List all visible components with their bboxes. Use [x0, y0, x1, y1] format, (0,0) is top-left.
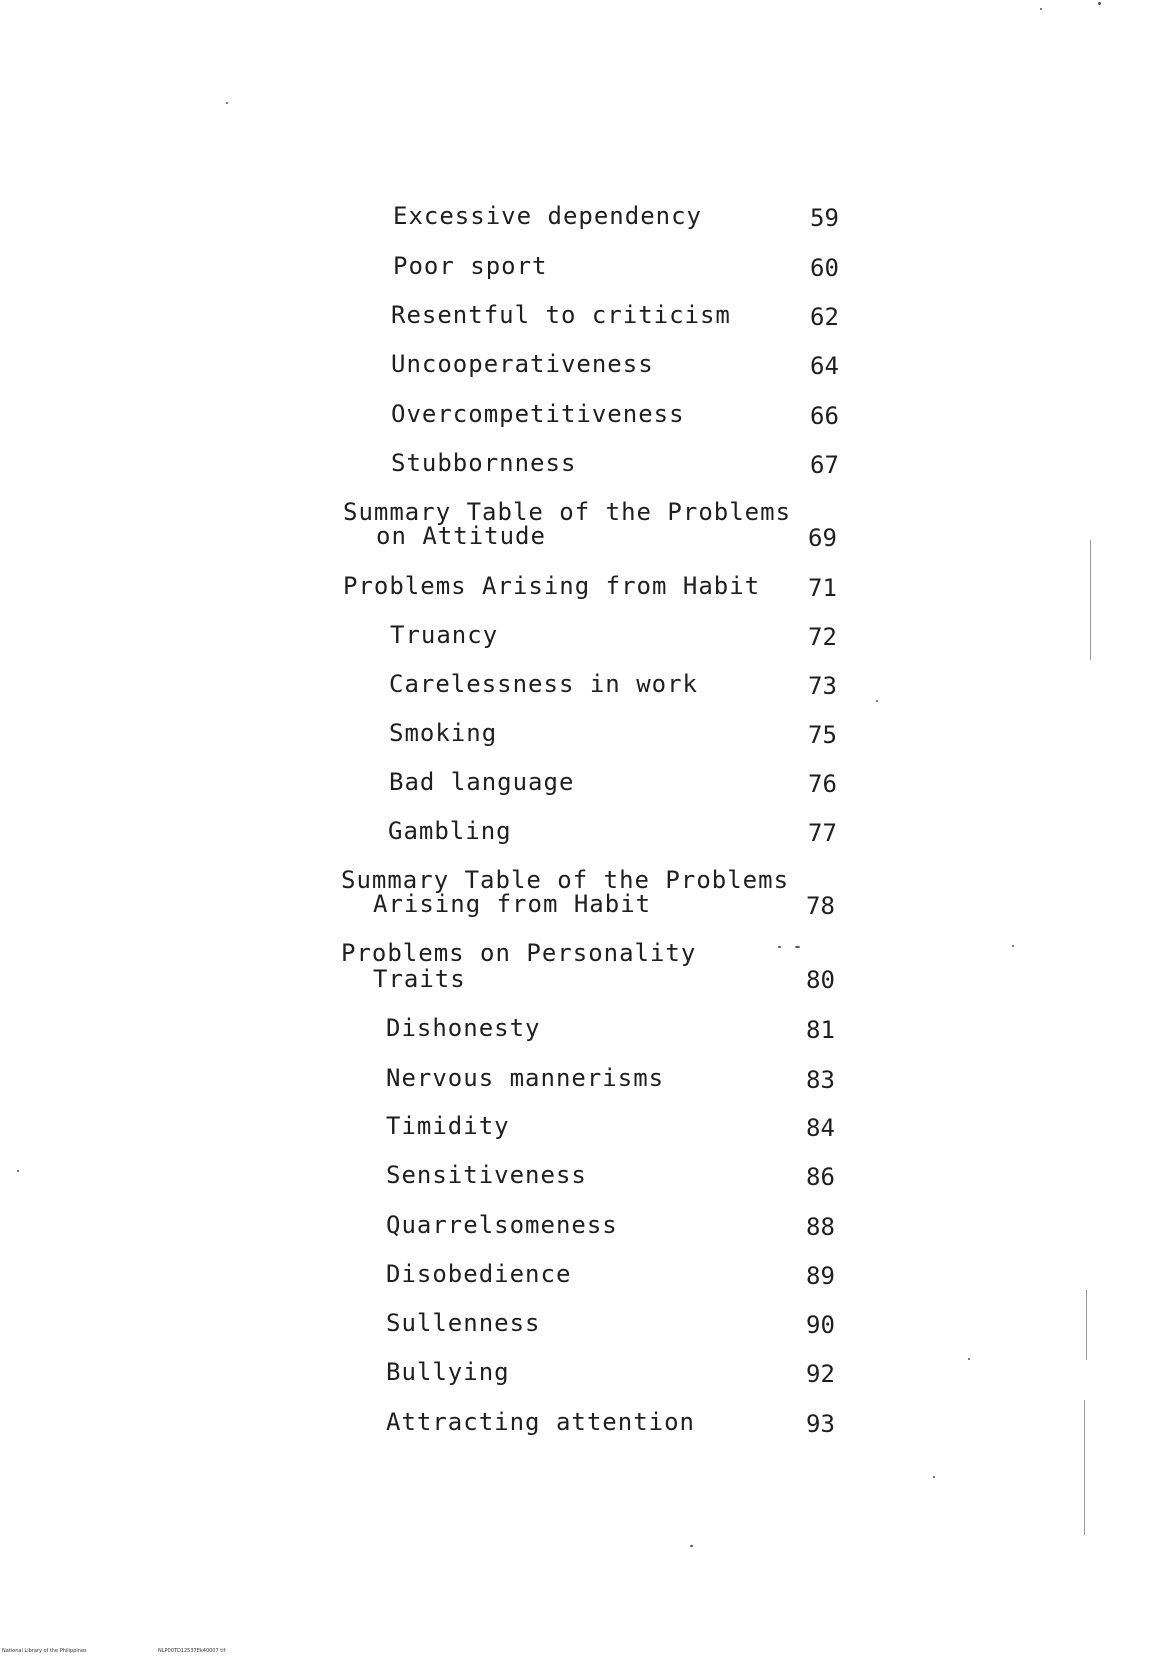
toc-entry-label: Stubbornness: [391, 449, 577, 477]
scan-edge-artifact: [1084, 1400, 1085, 1535]
scan-speck: [1098, 2, 1101, 5]
scan-speck: [968, 1358, 970, 1360]
toc-entry-label: Attracting attention: [386, 1408, 695, 1436]
scan-edge-artifact: [1090, 540, 1091, 660]
toc-entry-label: Poor sport: [393, 252, 548, 280]
toc-entry-label: Uncooperativeness: [391, 350, 654, 378]
toc-entry-page: 84: [806, 1114, 835, 1142]
toc-entry-page: 76: [808, 770, 837, 798]
toc-entry-page: 69: [808, 524, 837, 552]
scan-speck: [933, 1476, 935, 1478]
toc-entry-label: Dishonesty: [386, 1014, 541, 1042]
scan-speck: [778, 946, 781, 948]
toc-entry-label: Timidity: [386, 1112, 510, 1140]
scan-speck: [17, 1170, 19, 1172]
toc-entry-label: Smoking: [389, 719, 498, 747]
scan-speck: [1012, 945, 1014, 947]
scan-speck: [876, 700, 878, 702]
toc-entry-label: Overcompetitiveness: [391, 400, 685, 428]
toc-entry-label: Nervous mannerisms: [386, 1064, 665, 1092]
toc-entry-label: Bullying: [386, 1358, 510, 1386]
toc-entry-page: 64: [810, 352, 839, 380]
toc-entry-page: 73: [808, 672, 837, 700]
scan-speck: [690, 1545, 693, 1547]
toc-entry-page: 67: [810, 451, 839, 479]
toc-entry-label: Truancy: [390, 621, 499, 649]
toc-entry-page: 86: [806, 1163, 835, 1191]
toc-section-title: Summary Table of the Problems: [341, 866, 790, 894]
toc-entry-page: 83: [806, 1066, 835, 1094]
toc-section-title-cont: Traits: [373, 965, 466, 993]
toc-entry-page: 78: [806, 892, 835, 920]
toc-entry-label: Disobedience: [386, 1260, 572, 1288]
toc-entry-label: Quarrelsomeness: [386, 1211, 618, 1239]
toc-entry-page: 66: [810, 402, 839, 430]
scan-speck: [1040, 8, 1042, 10]
toc-entry-page: 72: [808, 623, 837, 651]
toc-entry-page: 89: [806, 1262, 835, 1290]
toc-entry-page: 92: [806, 1360, 835, 1388]
toc-entry-label: Gambling: [388, 817, 512, 845]
toc-section-title: Summary Table of the Problems: [343, 498, 792, 526]
scan-speck: [226, 102, 228, 104]
toc-entry-page: 59: [810, 204, 839, 232]
scan-edge-artifact: [1086, 1290, 1087, 1360]
toc-entry-label: Carelessness in work: [389, 670, 698, 698]
toc-entry-page: 90: [806, 1311, 835, 1339]
toc-entry-page: 88: [806, 1213, 835, 1241]
toc-entry-page: 62: [810, 303, 839, 331]
toc-entry-page: 75: [808, 721, 837, 749]
toc-entry-label: Bad language: [389, 768, 575, 796]
toc-entry-page: 93: [806, 1410, 835, 1438]
toc-entry-label: Sullenness: [386, 1309, 541, 1337]
toc-section-title-cont: Arising from Habit: [373, 890, 652, 918]
toc-entry-label: Sensitiveness: [386, 1161, 587, 1189]
toc-entry-label: Resentful to criticism: [391, 301, 731, 329]
toc-entry-page: 71: [808, 574, 837, 602]
scan-speck: [795, 946, 800, 948]
toc-section-title: Problems Arising from Habit: [343, 572, 761, 600]
footer-scan-id: NLP00TD12537Ek40007 tif: [158, 1648, 226, 1654]
toc-section-title: Problems on Personality: [341, 939, 697, 967]
toc-entry-page: 60: [810, 254, 839, 282]
toc-section-title-cont: on Attitude: [376, 522, 546, 550]
footer-library-caption: National Library of the Philippines: [2, 1648, 87, 1654]
toc-entry-page: 80: [806, 966, 835, 994]
toc-entry-page: 77: [808, 819, 837, 847]
toc-entry-page: 81: [806, 1016, 835, 1044]
toc-entry-label: Excessive dependency: [393, 202, 702, 230]
